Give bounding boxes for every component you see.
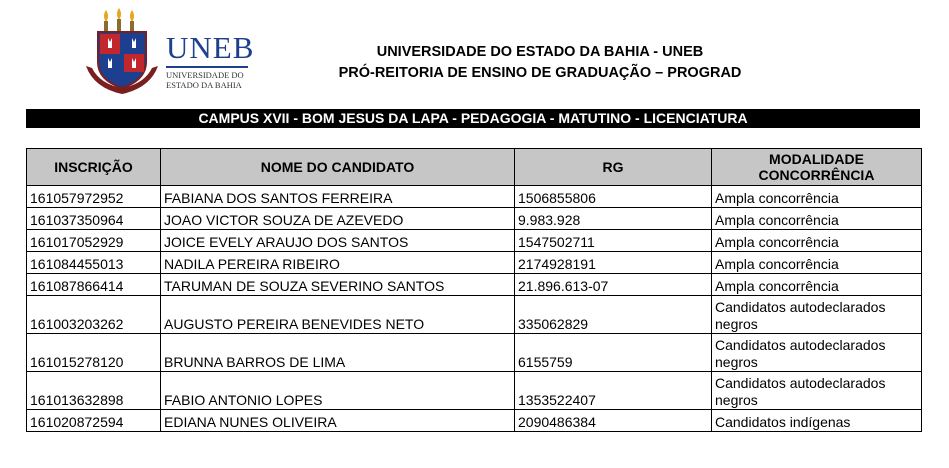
column-header-nome: NOME DO CANDIDATO [161,149,515,186]
university-title: UNIVERSIDADE DO ESTADO DA BAHIA - UNEB [376,44,704,60]
cell-rg: 9.983.928 [515,208,712,230]
table-row [27,372,922,410]
cell-rg: 2174928191 [515,252,712,274]
uneb-seal-icon [82,8,162,98]
table-row [27,252,922,274]
cell-inscricao: 161057972952 [27,186,161,208]
logo-name: UNEB [166,30,255,65]
logo-subtitle-line2: ESTADO DA BAHIA [166,80,242,90]
cell-nome: EDIANA NUNES OLIVEIRA [161,410,515,432]
table-row [27,186,922,208]
cell-nome: JOICE EVELY ARAUJO DOS SANTOS [161,230,515,252]
cell-inscricao: 161087866414 [27,274,161,296]
column-header-rg: RG [515,149,712,186]
cell-inscricao: 161017052929 [27,230,161,252]
table-row [27,296,922,334]
cell-modalidade: Ampla concorrência [712,186,922,208]
logo-subtitle-line1: UNIVERSIDADE DO [166,70,244,80]
cell-inscricao: 161037350964 [27,208,161,230]
table-header-row [27,149,922,186]
table-row [27,230,922,252]
table-row [27,274,922,296]
cell-rg: 1353522407 [515,372,712,410]
cell-inscricao: 161084455013 [27,252,161,274]
candidates-table [26,148,922,432]
cell-rg: 2090486384 [515,410,712,432]
cell-nome: AUGUSTO PEREIRA BENEVIDES NETO [161,296,515,334]
cell-modalidade: Candidatos autodeclarados negros [712,296,922,334]
cell-inscricao: 161013632898 [27,372,161,410]
cell-modalidade: Candidatos autodeclarados negros [712,334,922,372]
document-heading [330,42,750,84]
table-row [27,334,922,372]
cell-inscricao: 161003203262 [27,296,161,334]
cell-inscricao: 161015278120 [27,334,161,372]
cell-modalidade: Candidatos autodeclarados negros [712,372,922,410]
cell-modalidade: Ampla concorrência [712,208,922,230]
cell-modalidade: Ampla concorrência [712,274,922,296]
cell-rg: 335062829 [515,296,712,334]
logo-subtitle [166,70,244,90]
cell-rg: 6155759 [515,334,712,372]
table-row [27,208,922,230]
uneb-logo [82,8,272,98]
cell-nome: NADILA PEREIRA RIBEIRO [161,252,515,274]
cell-modalidade: Candidatos indígenas [712,410,922,432]
cell-rg: 21.896.613-07 [515,274,712,296]
cell-inscricao: 161020872594 [27,410,161,432]
cell-nome: BRUNNA BARROS DE LIMA [161,334,515,372]
column-header-modalidade: MODALIDADE CONCORRÊNCIA [712,149,922,186]
cell-modalidade: Ampla concorrência [712,252,922,274]
cell-rg: 1506855806 [515,186,712,208]
table-row [27,410,922,432]
cell-nome: FABIO ANTONIO LOPES [161,372,515,410]
cell-nome: FABIANA DOS SANTOS FERREIRA [161,186,515,208]
cell-rg: 1547502711 [515,230,712,252]
cell-nome: TARUMAN DE SOUZA SEVERINO SANTOS [161,274,515,296]
campus-title-bar: CAMPUS XVII - BOM JESUS DA LAPA - PEDAGOGIA - MATUTINO - LICENCIATURA [26,109,920,128]
cell-nome: JOAO VICTOR SOUZA DE AZEVEDO [161,208,515,230]
logo-divider [166,66,248,68]
column-header-inscricao: INSCRIÇÃO [27,149,161,186]
prograd-title: PRÓ-REITORIA DE ENSINO DE GRADUAÇÃO – PROGRAD [338,65,742,81]
cell-modalidade: Ampla concorrência [712,230,922,252]
